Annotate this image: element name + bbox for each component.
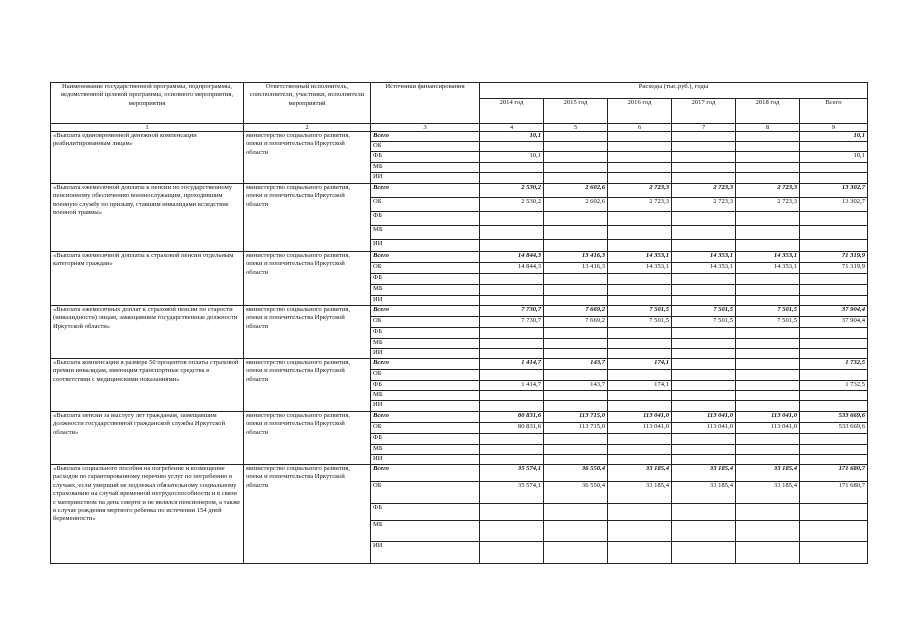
total-value: 71 319,9 <box>800 263 868 274</box>
funding-source: ИИ <box>371 542 480 564</box>
responsible-executor: министерство социального развития, опеки и попечительства Иркутской области <box>244 359 371 412</box>
responsible-executor: министерство социального развития, опеки и попечительства Иркутской области <box>244 252 371 306</box>
expense-value <box>736 173 800 184</box>
expense-value <box>736 163 800 173</box>
expense-value <box>608 240 672 252</box>
column-number: 9 <box>800 124 868 132</box>
expense-value <box>544 226 608 240</box>
expense-value: 7 669,2 <box>544 306 608 317</box>
expense-value: 7 669,2 <box>544 317 608 328</box>
expense-value <box>736 339 800 349</box>
expense-value <box>736 296 800 306</box>
expense-value: 13 416,3 <box>544 263 608 274</box>
expense-value: 33 185,4 <box>608 482 672 504</box>
expense-value <box>608 328 672 339</box>
expense-value <box>672 226 736 240</box>
expense-value <box>544 173 608 184</box>
table-row <box>51 184 868 198</box>
table-row <box>51 132 868 142</box>
column-number: 5 <box>544 124 608 132</box>
expense-value <box>736 274 800 285</box>
expense-value <box>544 274 608 285</box>
expense-value <box>608 152 672 163</box>
expense-value <box>480 328 544 339</box>
expense-value <box>672 521 736 542</box>
expense-value: 7 730,7 <box>480 306 544 317</box>
expense-value <box>672 339 736 349</box>
total-value <box>800 339 868 349</box>
total-value: 10,1 <box>800 152 868 163</box>
column-number: 1 <box>51 124 244 132</box>
expense-value <box>736 212 800 226</box>
expense-value <box>608 391 672 401</box>
expense-value: 113 041,0 <box>672 423 736 434</box>
program-name: «Выплата компенсации в размере 50 процентов оплаты страховой премии инвалидам, имеющим транспортные средства в соответствии с медицинскими показаниями» <box>51 359 244 412</box>
table-row <box>51 465 868 482</box>
expense-value <box>672 391 736 401</box>
expense-value <box>608 212 672 226</box>
expense-value: 7 501,5 <box>672 317 736 328</box>
expense-value: 10,1 <box>480 132 544 142</box>
funding-source: ФБ <box>371 212 480 226</box>
expense-value <box>672 285 736 296</box>
total-value: 533 669,6 <box>800 423 868 434</box>
expense-value: 113 041,0 <box>672 412 736 423</box>
funding-source: ОБ <box>371 263 480 274</box>
responsible-executor: министерство социального развития, опеки и попечительства Иркутской области <box>244 412 371 465</box>
header-total: Всего <box>800 99 868 124</box>
funding-source: ИИ <box>371 349 480 359</box>
expense-value: 7 501,5 <box>736 317 800 328</box>
expense-value <box>736 542 800 564</box>
expense-value <box>544 401 608 412</box>
expense-value <box>672 370 736 381</box>
expense-value: 33 185,4 <box>672 465 736 482</box>
expense-value: 2 530,2 <box>480 184 544 198</box>
program-name: «Выплата ежемесячной доплаты к страховой пенсии отдельным категориям граждан» <box>51 252 244 306</box>
funding-source: МБ <box>371 339 480 349</box>
expense-value: 35 574,1 <box>480 465 544 482</box>
total-value: 171 680,7 <box>800 482 868 504</box>
expense-value <box>608 163 672 173</box>
program-name: «Выплата пенсии за выслугу лет гражданам, замещавшим должности государственной гражданской службы Иркутской области» <box>51 412 244 465</box>
expense-value <box>736 391 800 401</box>
expense-value <box>544 328 608 339</box>
expense-value <box>480 339 544 349</box>
expense-value: 2 723,3 <box>736 198 800 212</box>
total-value <box>800 504 868 521</box>
expense-value: 113 041,0 <box>736 423 800 434</box>
program-name: «Выплата социального пособия на погребение и возмещение расходов по гарантированному перечню услуг по погребению в случаях, если умерший не подлежал обязательному социальному страхованию на случай временной нетрудоспособности и в связи с материнством на день смерти и не являлся пенсионером, а также в случае рождения мертвого ребенка по истечении 154 дней беременности» <box>51 465 244 564</box>
funding-source: ФБ <box>371 328 480 339</box>
expense-value <box>736 370 800 381</box>
expense-value <box>736 455 800 465</box>
expense-value <box>672 173 736 184</box>
expense-value: 14 353,1 <box>736 263 800 274</box>
funding-source: ОБ <box>371 198 480 212</box>
expense-value <box>608 401 672 412</box>
expense-value <box>480 142 544 152</box>
expense-value: 33 185,4 <box>736 465 800 482</box>
expense-value <box>544 132 608 142</box>
expense-value: 36 550,4 <box>544 482 608 504</box>
expense-value <box>544 212 608 226</box>
expense-value <box>544 455 608 465</box>
program-name: «Выплата ежемесячных доплат к страховой пенсии по старости (инвалидности) лицам, замещавшим государственные должности Иркутской области» <box>51 306 244 359</box>
expense-value <box>736 142 800 152</box>
funding-source: ОБ <box>371 370 480 381</box>
total-value <box>800 240 868 252</box>
column-number: 8 <box>736 124 800 132</box>
expense-value <box>672 381 736 391</box>
expense-value <box>672 212 736 226</box>
funding-source: Всего <box>371 184 480 198</box>
expense-value <box>736 359 800 370</box>
expense-value <box>480 212 544 226</box>
total-value <box>800 370 868 381</box>
expense-value: 2 602,6 <box>544 184 608 198</box>
total-value <box>800 212 868 226</box>
expense-value <box>736 504 800 521</box>
expense-value <box>736 152 800 163</box>
expense-value <box>736 521 800 542</box>
table-row <box>51 359 868 370</box>
expense-value <box>608 455 672 465</box>
expense-value <box>672 434 736 445</box>
expense-value <box>608 274 672 285</box>
expense-value <box>672 240 736 252</box>
expense-value <box>608 521 672 542</box>
expense-value: 33 185,4 <box>672 482 736 504</box>
funding-source: МБ <box>371 445 480 455</box>
expense-value <box>736 328 800 339</box>
responsible-executor: министерство социального развития, опеки и попечительства Иркутской области <box>244 465 371 564</box>
funding-source: ОБ <box>371 142 480 152</box>
total-value <box>800 542 868 564</box>
expense-value <box>608 296 672 306</box>
expense-value: 14 353,1 <box>672 263 736 274</box>
total-value <box>800 521 868 542</box>
total-value <box>800 401 868 412</box>
expense-value <box>608 173 672 184</box>
expense-value <box>544 163 608 173</box>
total-value: 1 732,5 <box>800 381 868 391</box>
expense-value <box>608 285 672 296</box>
expense-value: 1 414,7 <box>480 381 544 391</box>
expense-value <box>544 521 608 542</box>
expense-value <box>608 445 672 455</box>
expense-value <box>736 381 800 391</box>
header-year-2016: 2016 год <box>608 99 672 124</box>
expense-value: 113 715,0 <box>544 423 608 434</box>
expense-value: 13 416,3 <box>544 252 608 263</box>
expense-value: 174,1 <box>608 359 672 370</box>
table-row <box>51 412 868 423</box>
expense-value: 10,1 <box>480 152 544 163</box>
expense-value <box>544 349 608 359</box>
expense-value: 2 723,3 <box>608 184 672 198</box>
expense-value: 14 353,1 <box>608 252 672 263</box>
expense-value <box>544 504 608 521</box>
expense-value <box>736 401 800 412</box>
expense-value: 113 715,0 <box>544 412 608 423</box>
expense-value <box>672 274 736 285</box>
expense-value <box>544 296 608 306</box>
total-value <box>800 142 868 152</box>
expense-value <box>544 391 608 401</box>
table-row <box>51 306 868 317</box>
expense-value: 14 353,1 <box>608 263 672 274</box>
expense-value <box>672 152 736 163</box>
expense-value <box>672 132 736 142</box>
expenses-table <box>50 82 868 564</box>
funding-source: ФБ <box>371 152 480 163</box>
expense-value: 14 353,1 <box>672 252 736 263</box>
expense-value: 33 185,4 <box>736 482 800 504</box>
header-year-2014: 2014 год <box>480 99 544 124</box>
total-value: 13 302,7 <box>800 198 868 212</box>
total-value <box>800 274 868 285</box>
expense-value <box>608 339 672 349</box>
expense-value <box>480 521 544 542</box>
expense-value <box>672 504 736 521</box>
expense-value <box>672 455 736 465</box>
funding-source: Всего <box>371 132 480 142</box>
expense-value <box>672 542 736 564</box>
expense-value <box>480 434 544 445</box>
expense-value <box>672 296 736 306</box>
expense-value <box>480 296 544 306</box>
expense-value <box>736 349 800 359</box>
expense-value <box>736 445 800 455</box>
program-name: «Выплата единовременной денежной компенсации реабилитированным лицам» <box>51 132 244 184</box>
expense-value <box>608 434 672 445</box>
header-executor: Ответственный исполнитель, соисполнители, участники, исполнители мероприятий <box>244 83 371 124</box>
expense-value <box>736 240 800 252</box>
expense-value <box>480 163 544 173</box>
expense-value <box>544 434 608 445</box>
funding-source: ИИ <box>371 296 480 306</box>
expense-value <box>608 542 672 564</box>
total-value <box>800 434 868 445</box>
funding-source: ИИ <box>371 240 480 252</box>
funding-source: ФБ <box>371 274 480 285</box>
total-value: 533 669,6 <box>800 412 868 423</box>
expense-value <box>736 434 800 445</box>
funding-source: ОБ <box>371 482 480 504</box>
expense-value <box>736 132 800 142</box>
expense-value <box>480 349 544 359</box>
expense-value: 36 550,4 <box>544 465 608 482</box>
expense-value <box>480 542 544 564</box>
expense-value <box>608 370 672 381</box>
expense-value: 143,7 <box>544 381 608 391</box>
expense-value: 14 844,3 <box>480 252 544 263</box>
responsible-executor: министерство социального развития, опеки и попечительства Иркутской области <box>244 132 371 184</box>
total-value: 71 319,9 <box>800 252 868 263</box>
expense-value: 1 414,7 <box>480 359 544 370</box>
document-page <box>50 82 868 564</box>
header-year-2015: 2015 год <box>544 99 608 124</box>
expense-value <box>672 401 736 412</box>
expense-value: 7 501,5 <box>608 317 672 328</box>
expense-value <box>544 339 608 349</box>
expense-value <box>544 152 608 163</box>
total-value <box>800 445 868 455</box>
expense-value <box>480 401 544 412</box>
funding-source: Всего <box>371 465 480 482</box>
responsible-executor: министерство социального развития, опеки и попечительства Иркутской области <box>244 184 371 252</box>
expense-value <box>736 285 800 296</box>
expense-value <box>480 226 544 240</box>
funding-source: Всего <box>371 252 480 263</box>
expense-value: 2 723,3 <box>672 198 736 212</box>
funding-source: Всего <box>371 306 480 317</box>
funding-source: МБ <box>371 285 480 296</box>
header-year-2018: 2018 год <box>736 99 800 124</box>
expense-value: 7 501,5 <box>608 306 672 317</box>
total-value: 37 904,4 <box>800 317 868 328</box>
header-year-2017: 2017 год <box>672 99 736 124</box>
total-value: 171 680,7 <box>800 465 868 482</box>
expense-value <box>672 359 736 370</box>
expense-value <box>480 504 544 521</box>
expense-value <box>480 285 544 296</box>
funding-source: МБ <box>371 391 480 401</box>
expense-value <box>480 370 544 381</box>
total-value: 37 904,4 <box>800 306 868 317</box>
header-funding-sources: Источники финансирования <box>371 83 480 124</box>
expense-value: 2 723,3 <box>608 198 672 212</box>
expense-value <box>544 240 608 252</box>
expense-value: 174,1 <box>608 381 672 391</box>
expense-value: 2 530,2 <box>480 198 544 212</box>
expense-value: 14 844,3 <box>480 263 544 274</box>
column-number: 4 <box>480 124 544 132</box>
column-number: 2 <box>244 124 371 132</box>
funding-source: ИИ <box>371 401 480 412</box>
total-value: 1 732,5 <box>800 359 868 370</box>
total-value <box>800 455 868 465</box>
responsible-executor: министерство социального развития, опеки и попечительства Иркутской области <box>244 306 371 359</box>
header-program-name: Наименование государственной программы, подпрограммы, ведомственной целевой программы, основного мероприятия, мероприятия <box>51 83 244 124</box>
column-number: 6 <box>608 124 672 132</box>
funding-source: ФБ <box>371 504 480 521</box>
expense-value <box>608 504 672 521</box>
expense-value <box>608 142 672 152</box>
total-value <box>800 328 868 339</box>
expense-value: 2 723,3 <box>736 184 800 198</box>
expense-value <box>544 370 608 381</box>
funding-source: ИИ <box>371 173 480 184</box>
program-name: «Выплата ежемесячной доплаты к пенсии по государственному пенсионному обеспечению военнослужащим, проходившим военную службу по призыву, ставшим инвалидами вследствие военной травмы» <box>51 184 244 252</box>
expense-value: 113 041,0 <box>608 412 672 423</box>
expense-value: 7 501,5 <box>672 306 736 317</box>
funding-source: ФБ <box>371 381 480 391</box>
expense-value <box>480 274 544 285</box>
expense-value: 113 041,0 <box>608 423 672 434</box>
total-value: 10,1 <box>800 132 868 142</box>
table-row <box>51 252 868 263</box>
funding-source: МБ <box>371 521 480 542</box>
expense-value <box>736 226 800 240</box>
expense-value <box>608 349 672 359</box>
expense-value: 7 730,7 <box>480 317 544 328</box>
expense-value <box>480 240 544 252</box>
total-value <box>800 349 868 359</box>
expense-value <box>544 285 608 296</box>
expense-value <box>608 132 672 142</box>
funding-source: Всего <box>371 412 480 423</box>
funding-source: МБ <box>371 163 480 173</box>
expense-value: 80 831,6 <box>480 423 544 434</box>
expense-value <box>480 173 544 184</box>
total-value <box>800 285 868 296</box>
column-number: 3 <box>371 124 480 132</box>
total-value <box>800 163 868 173</box>
expense-value <box>672 163 736 173</box>
total-value <box>800 391 868 401</box>
expense-value <box>672 328 736 339</box>
expense-value: 35 574,1 <box>480 482 544 504</box>
expense-value <box>544 445 608 455</box>
expense-value <box>608 226 672 240</box>
funding-source: ОБ <box>371 317 480 328</box>
expense-value <box>672 445 736 455</box>
header-expenses: Расходы (тыс.руб.), годы <box>480 83 868 99</box>
expense-value <box>544 542 608 564</box>
funding-source: ИИ <box>371 455 480 465</box>
total-value <box>800 173 868 184</box>
expense-value: 7 501,5 <box>736 306 800 317</box>
expense-value <box>480 455 544 465</box>
expense-value: 113 041,0 <box>736 412 800 423</box>
expense-value: 143,7 <box>544 359 608 370</box>
funding-source: ФБ <box>371 434 480 445</box>
expense-value <box>672 349 736 359</box>
expense-value: 80 831,6 <box>480 412 544 423</box>
total-value <box>800 226 868 240</box>
column-number: 7 <box>672 124 736 132</box>
expense-value <box>480 391 544 401</box>
expense-value <box>544 142 608 152</box>
funding-source: Всего <box>371 359 480 370</box>
expense-value: 14 353,1 <box>736 252 800 263</box>
total-value <box>800 296 868 306</box>
expense-value: 2 602,6 <box>544 198 608 212</box>
total-value: 13 302,7 <box>800 184 868 198</box>
expense-value <box>480 445 544 455</box>
expense-value: 2 723,3 <box>672 184 736 198</box>
funding-source: МБ <box>371 226 480 240</box>
expense-value: 33 185,4 <box>608 465 672 482</box>
funding-source: ОБ <box>371 423 480 434</box>
expense-value <box>672 142 736 152</box>
